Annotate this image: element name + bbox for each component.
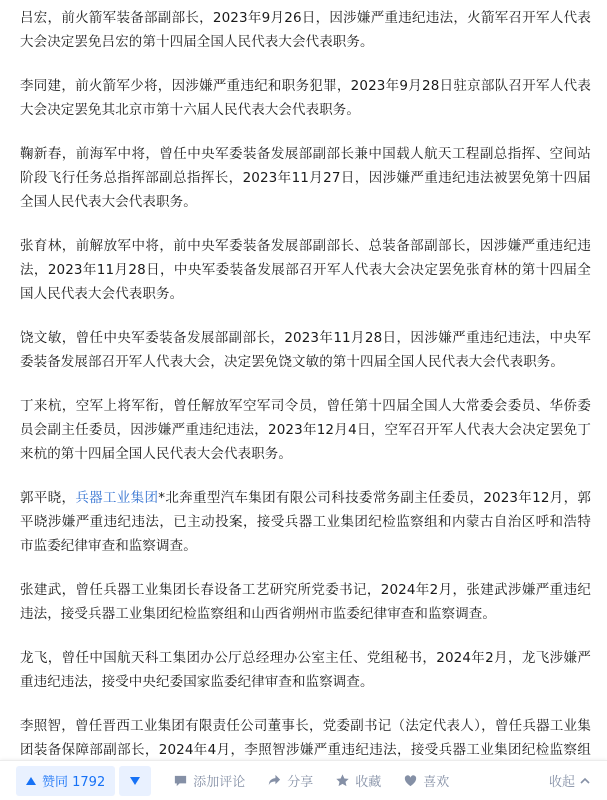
comment-label: 添加评论 xyxy=(193,775,246,790)
article-paragraph: 李照智，曾任晋西工业集团有限责任公司董事长，党委副书记（法定代表人），曾任兵器工业集团装备保障部副部长，2024年4月，李照智涉嫌严重违纪违法，接受兵器工业集团纪检监察组 xyxy=(20,718,591,758)
article-paragraph: 张育林，前解放军中将，前中央军委装备发展部副部长、总装备部副部长，因涉嫌严重违纪违法，2023年11月28日，中央军委装备发展部召开军人代表大会决定罢免张育林的第十四届全国人民代表大会代表职务。 xyxy=(20,238,591,302)
comment-icon xyxy=(173,773,188,788)
downvote-icon xyxy=(130,777,140,785)
favorite-button[interactable] xyxy=(335,771,381,790)
paragraph-text: *北奔重型汽车集团有限公司科技委常务副主任委员，2023年12月，郭平晓涉嫌严重违纪违法，已主动投案，接受兵器工业集团纪检监察组和内蒙古自治区呼和浩特市监委纪律审查和监察调查。 xyxy=(20,490,591,554)
share-icon xyxy=(267,773,282,788)
share-button[interactable] xyxy=(267,771,313,790)
upvote-button[interactable] xyxy=(16,766,115,796)
article-paragraph: 李同建，前火箭军少将，因涉嫌严重违纪和职务犯罪，2023年9月28日驻京部队召开军人代表大会决定罢免其北京市第十六届人民代表大会代表职务。 xyxy=(20,78,591,118)
upvote-icon xyxy=(26,777,36,785)
chevron-up-icon xyxy=(579,775,591,787)
collapse-label: 收起 xyxy=(548,775,575,790)
star-icon xyxy=(335,773,350,788)
article-paragraph: 鞠新春，前海军中将，曾任中央军委装备发展部副部长兼中国载人航天工程副总指挥、空间站阶段飞行任务总指挥部副总指挥长，2023年11月27日，因涉嫌严重违纪违法被罢免第十四届全国人民代表大会代表职务。 xyxy=(20,146,591,210)
article-paragraph: 饶文敏，曾任中央军委装备发展部副部长，2023年11月28日，因涉嫌严重违纪违法，中央军委装备发展部召开军人代表大会，决定罢免饶文敏的第十四届全国人民代表大会代表职务。 xyxy=(20,330,591,370)
link-ordnance-group[interactable]: 兵器工业集团 xyxy=(75,490,159,506)
action-bar xyxy=(0,760,607,800)
like-button[interactable] xyxy=(403,771,449,790)
article-paragraph-linked xyxy=(20,486,591,558)
article-paragraph: 吕宏，前火箭军装备部副部长，2023年9月26日，因涉嫌严重违纪违法，火箭军召开军人代表大会决定罢免吕宏的第十四届全国人民代表大会代表职务。 xyxy=(20,10,591,50)
favorite-label: 收藏 xyxy=(355,775,382,790)
article-paragraph: 龙飞，曾任中国航天科工集团办公厅总经理办公室主任、党组秘书，2024年2月，龙飞涉嫌严重违纪违法，接受中央纪委国家监委纪律审查和监察调查。 xyxy=(20,650,591,690)
downvote-button[interactable] xyxy=(119,766,151,796)
article-paragraph: 丁来杭，空军上将军衔，曾任解放军空军司令员，曾任第十四届全国人大常委会委员、华侨委员会副主任委员，因涉嫌严重违纪违法，2023年12月4日，空军召开军人代表大会决定罢免丁来杭的第十四届全国人民代表大会代表职务。 xyxy=(20,398,591,462)
paragraph-text: 郭平晓， xyxy=(20,490,76,506)
collapse-button[interactable] xyxy=(549,771,591,790)
article-paragraph: 张建武，曾任兵器工业集团长春设备工艺研究所党委书记，2024年2月，张建武涉嫌严重违纪违法，接受兵器工业集团纪检监察组和山西省朔州市监委纪律审查和监察调查。 xyxy=(20,582,591,622)
comment-button[interactable] xyxy=(173,771,245,790)
heart-icon xyxy=(403,773,418,788)
share-label: 分享 xyxy=(287,775,314,790)
like-label: 喜欢 xyxy=(423,775,450,790)
upvote-label: 赞同 1792 xyxy=(42,775,106,790)
